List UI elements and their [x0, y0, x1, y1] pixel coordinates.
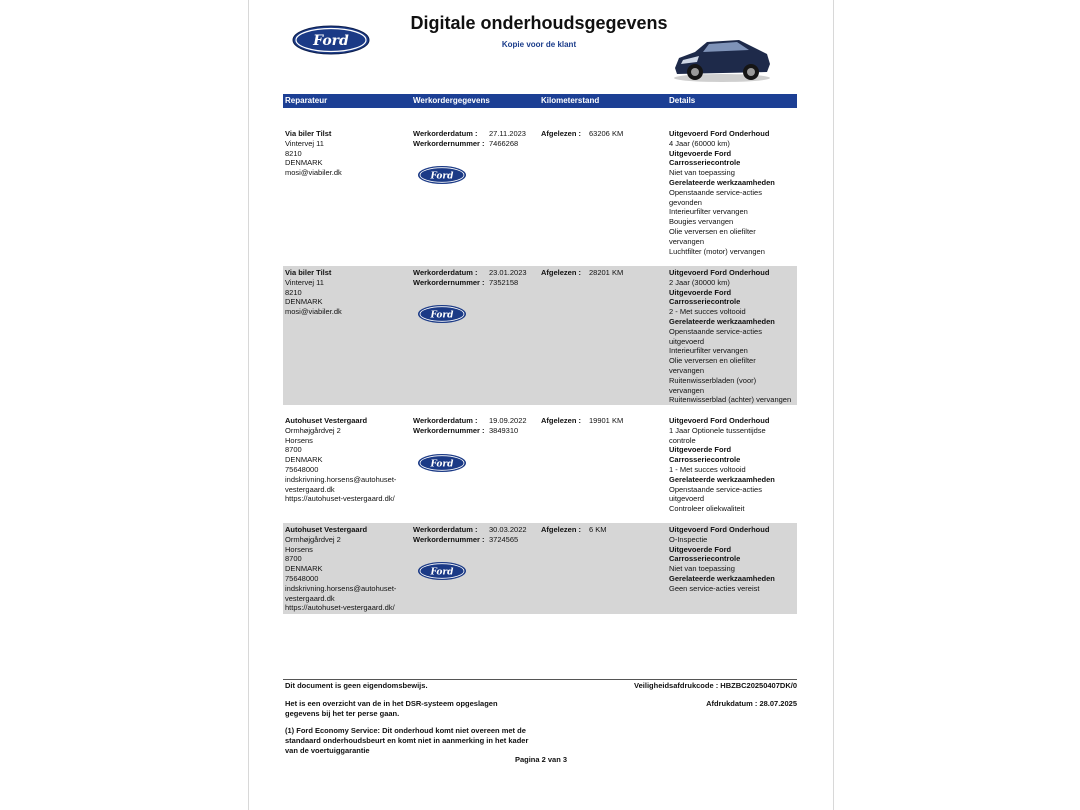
- note-line-2: standaard onderhoudsbeurt en komt niet in aanmerking in het kader: [285, 736, 529, 745]
- mileage-cell: [541, 129, 623, 139]
- detail-line: gevonden: [669, 197, 702, 207]
- detail-line: Uitgevoerde Ford: [669, 287, 732, 297]
- workorder-date-label: Werkorderdatum :: [413, 129, 478, 138]
- detail-line: Carrosseriecontrole: [669, 554, 741, 564]
- repairer-cell: [285, 416, 396, 504]
- details-cell: [669, 268, 791, 405]
- detail-line: Ruitenwisserbladen (voor): [669, 375, 757, 385]
- svg-text:Ford: Ford: [430, 459, 454, 470]
- detail-line: uitgevoerd: [669, 494, 705, 504]
- repairer-name: Via biler Tilst: [285, 268, 332, 277]
- mileage-label: Afgelezen :: [541, 525, 582, 534]
- table-row: [283, 127, 797, 262]
- ford-logo: [292, 25, 370, 55]
- detail-line: Geen service-acties vereist: [669, 583, 760, 593]
- detail-line: Uitgevoerde Ford: [669, 544, 732, 554]
- footer-divider: [283, 679, 797, 680]
- workorder-number-label: Werkordernummer :: [413, 277, 485, 287]
- workorder-date: 30.03.2022: [489, 525, 527, 534]
- car-image: [669, 30, 775, 84]
- detail-line: Openstaande service-acties: [669, 484, 762, 494]
- workorder-number: 3724565: [489, 534, 519, 544]
- col-header-workorder: Werkordergegevens: [413, 96, 490, 105]
- document-page: [248, 0, 834, 810]
- repairer-email: mosi@viabiler.dk: [285, 307, 342, 317]
- detail-line: Controleer oliekwaliteit: [669, 504, 745, 514]
- overview-line-1: Het is een overzicht van de in het DSR-systeem opgeslagen: [285, 699, 498, 708]
- detail-line: Olie verversen en oliefilter: [669, 226, 756, 236]
- workorder-number: 7352158: [489, 277, 519, 287]
- mileage-label: Afgelezen :: [541, 268, 582, 277]
- workorder-cell: [413, 416, 527, 436]
- repairer-website: https://autohuset-vestergaard.dk/: [285, 603, 395, 613]
- economy-service-note: [285, 726, 528, 756]
- detail-line: Uitgevoerd Ford Onderhoud: [669, 416, 770, 425]
- workorder-date: 23.01.2023: [489, 268, 527, 277]
- page-number: Pagina 2 van 3: [514, 755, 568, 764]
- detail-line: Gerelateerde werkzaamheden: [669, 474, 775, 484]
- page-title: Digitale onderhoudsgegevens: [410, 13, 668, 33]
- repairer-email-cont: vestergaard.dk: [285, 484, 335, 494]
- repairer-city: Horsens: [285, 435, 313, 445]
- workorder-cell: [413, 525, 527, 545]
- col-header-mileage: Kilometerstand: [541, 96, 600, 105]
- repairer-country: DENMARK: [285, 158, 323, 168]
- repairer-email: indskrivning.horsens@autohuset-: [285, 583, 397, 593]
- detail-line: Uitgevoerde Ford: [669, 148, 732, 158]
- repairer-name: Autohuset Vestergaard: [285, 416, 368, 425]
- workorder-cell: [413, 129, 526, 149]
- repairer-email-cont: vestergaard.dk: [285, 593, 335, 603]
- detail-line: Interieurfilter vervangen: [669, 346, 748, 356]
- mileage-value: 19901 KM: [589, 416, 624, 425]
- workorder-number-label: Werkordernummer :: [413, 534, 485, 544]
- mileage-cell: [541, 268, 623, 278]
- repairer-postcode: 8210: [285, 148, 302, 158]
- repairer-country: DENMARK: [285, 297, 323, 307]
- detail-line: Carrosseriecontrole: [669, 455, 741, 465]
- workorder-number-label: Werkordernummer :: [413, 138, 485, 148]
- repairer-postcode: 8210: [285, 287, 302, 297]
- detail-line: Openstaande service-acties: [669, 187, 762, 197]
- table-row: [283, 266, 797, 405]
- workorder-date-label: Werkorderdatum :: [413, 416, 478, 425]
- security-code: Veiligheidsafdrukcode : HBZBC20250407DK/0: [634, 681, 797, 690]
- detail-line: Carrosseriecontrole: [669, 297, 741, 307]
- note-line-1: (1) Ford Economy Service: Dit onderhoud komt niet overeen met de: [285, 726, 526, 735]
- repairer-cell: [285, 129, 342, 178]
- print-date: Afdrukdatum : 28.07.2025: [706, 699, 797, 708]
- repairer-cell: [285, 268, 342, 317]
- table-header: [283, 94, 797, 108]
- detail-line: 1 - Met succes voltooid: [669, 464, 746, 474]
- detail-line: vervangen: [669, 365, 705, 375]
- repairer-email: mosi@viabiler.dk: [285, 168, 342, 178]
- workorder-date: 27.11.2023: [489, 129, 526, 138]
- detail-line: O-Inspectie: [669, 534, 708, 544]
- note-line-3: van de voertuiggarantie: [285, 746, 370, 755]
- page-subtitle: Kopie voor de klant: [501, 40, 577, 49]
- repairer-street: Vintervej 11: [285, 277, 324, 287]
- workorder-date: 19.09.2022: [489, 416, 527, 425]
- workorder-number: 7466268: [489, 138, 519, 148]
- workorder-number: 3849310: [489, 425, 519, 435]
- ford-logo: [417, 561, 467, 581]
- detail-line: Gerelateerde werkzaamheden: [669, 316, 775, 326]
- details-cell: [669, 525, 775, 594]
- detail-line: Uitgevoerde Ford: [669, 445, 732, 455]
- detail-line: Ruitenwisserblad (achter) vervangen: [669, 395, 792, 405]
- repairer-name: Via biler Tilst: [285, 129, 332, 138]
- mileage-value: 28201 KM: [589, 268, 624, 277]
- details-cell: [669, 416, 775, 514]
- repairer-email: indskrivning.horsens@autohuset-: [285, 474, 397, 484]
- detail-line: Gerelateerde werkzaamheden: [669, 573, 775, 583]
- detail-line: Carrosseriecontrole: [669, 158, 741, 168]
- repairer-website: https://autohuset-vestergaard.dk/: [285, 494, 395, 504]
- detail-line: Uitgevoerd Ford Onderhoud: [669, 525, 770, 534]
- workorder-date-label: Werkorderdatum :: [413, 525, 478, 534]
- repairer-phone: 75648000: [285, 464, 319, 474]
- repairer-name: Autohuset Vestergaard: [285, 525, 368, 534]
- detail-line: uitgevoerd: [669, 336, 705, 346]
- detail-line: 2 Jaar (30000 km): [669, 277, 730, 287]
- detail-line: 4 Jaar (60000 km): [669, 138, 730, 148]
- detail-line: Niet van toepassing: [669, 168, 735, 178]
- detail-line: 2 - Met succes voltooid: [669, 307, 746, 317]
- detail-line: controle: [669, 435, 696, 445]
- detail-line: vervangen: [669, 236, 705, 246]
- repairer-street: Ormhøjgårdvej 2: [285, 534, 341, 544]
- mileage-value: 6 KM: [589, 525, 607, 534]
- mileage-cell: [541, 416, 623, 426]
- ford-logo: [417, 304, 467, 324]
- repairer-city: Horsens: [285, 544, 313, 554]
- overview-line-2: gegevens bij het ter perse gaan.: [285, 709, 400, 718]
- details-cell: [669, 129, 775, 256]
- detail-line: Openstaande service-acties: [669, 326, 762, 336]
- detail-line: Luchtfilter (motor) vervangen: [669, 246, 765, 256]
- repairer-country: DENMARK: [285, 455, 323, 465]
- svg-text:Ford: Ford: [430, 310, 454, 321]
- workorder-cell: [413, 268, 527, 288]
- detail-line: Gerelateerde werkzaamheden: [669, 177, 775, 187]
- workorder-number-label: Werkordernummer :: [413, 425, 485, 435]
- repairer-cell: [285, 525, 396, 613]
- mileage-value: 63206 KM: [589, 129, 624, 138]
- table-row: [283, 523, 797, 614]
- detail-line: Uitgevoerd Ford Onderhoud: [669, 268, 770, 277]
- ford-logo: [417, 453, 467, 473]
- mileage-label: Afgelezen :: [541, 129, 582, 138]
- ownership-note: Dit document is geen eigendomsbewijs.: [285, 681, 428, 690]
- repairer-postcode: 8700: [285, 554, 302, 564]
- detail-line: Interieurfilter vervangen: [669, 207, 748, 217]
- repairer-street: Vintervej 11: [285, 138, 324, 148]
- detail-line: vervangen: [669, 385, 705, 395]
- col-header-details: Details: [669, 96, 696, 105]
- repairer-street: Ormhøjgårdvej 2: [285, 425, 341, 435]
- svg-text:Ford: Ford: [430, 171, 454, 182]
- workorder-date-label: Werkorderdatum :: [413, 268, 478, 277]
- table-row: [283, 414, 797, 519]
- col-header-repairer: Reparateur: [285, 96, 328, 105]
- overview-note: [285, 699, 498, 719]
- detail-line: Bougies vervangen: [669, 217, 734, 227]
- detail-line: Olie verversen en oliefilter: [669, 356, 756, 366]
- detail-line: Uitgevoerd Ford Onderhoud: [669, 129, 770, 138]
- repairer-phone: 75648000: [285, 573, 319, 583]
- svg-text:Ford: Ford: [430, 567, 454, 578]
- mileage-cell: [541, 525, 607, 535]
- mileage-label: Afgelezen :: [541, 416, 582, 425]
- ford-logo: [417, 165, 467, 185]
- repairer-country: DENMARK: [285, 564, 323, 574]
- svg-text:Ford: Ford: [313, 33, 349, 49]
- detail-line: Niet van toepassing: [669, 564, 735, 574]
- detail-line: 1 Jaar Optionele tussentijdse: [669, 425, 766, 435]
- repairer-postcode: 8700: [285, 445, 302, 455]
